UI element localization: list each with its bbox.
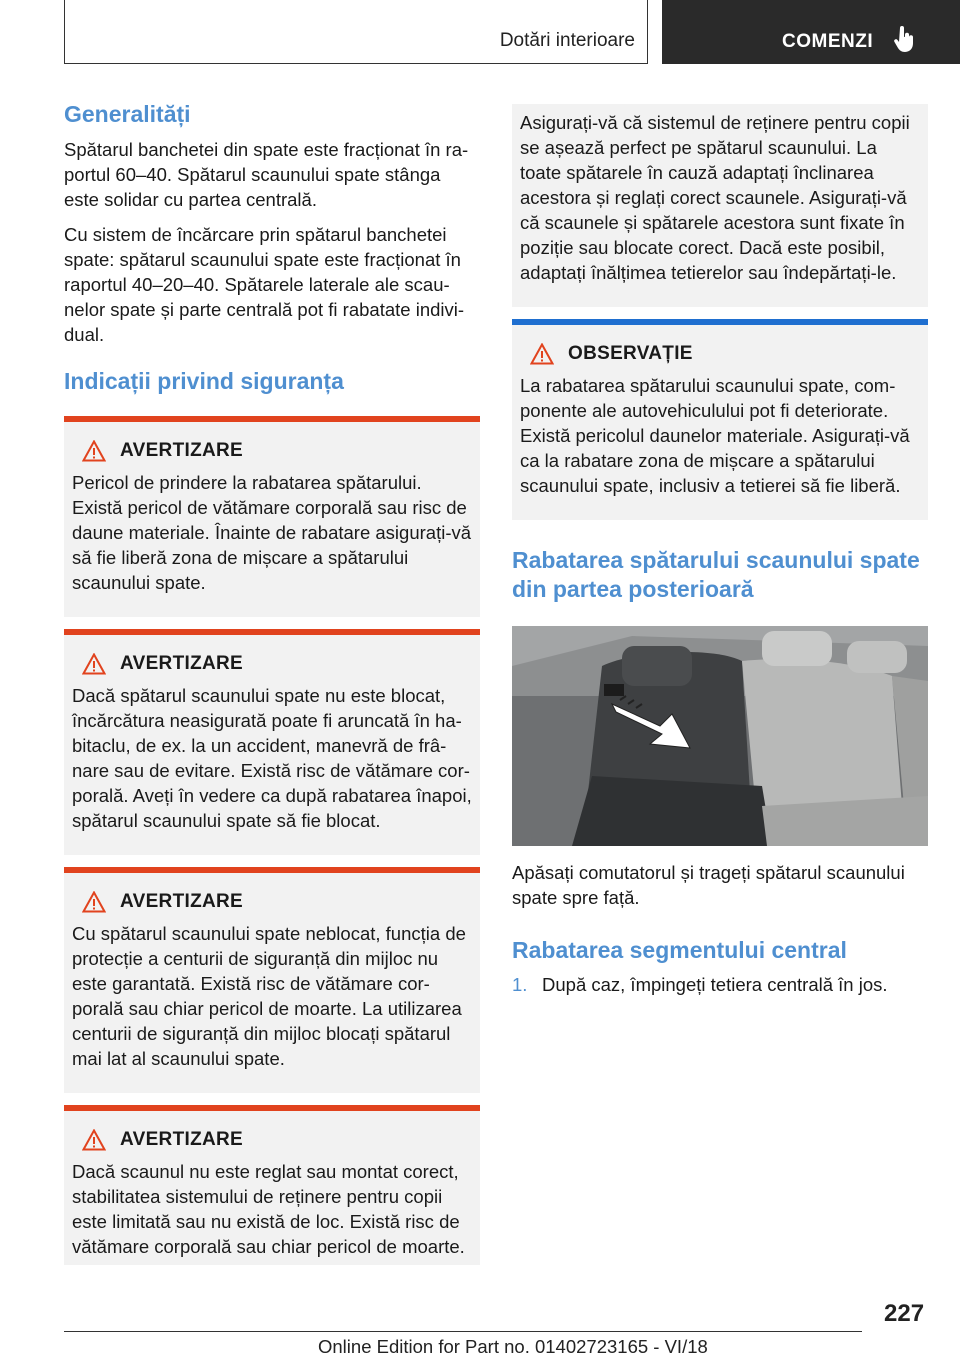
list-item (512, 972, 928, 997)
heading-safety: Indicații privind siguranța (64, 367, 344, 394)
tab-label: COMENZI (782, 31, 874, 52)
step-text: După caz, împingeți tetiera centrală în jos. (542, 974, 888, 996)
left-column (64, 100, 480, 1265)
warning-box (64, 416, 480, 617)
warning-box (64, 629, 480, 855)
warning-title: AVERTIZARE (120, 890, 243, 912)
warning-text: Dacă spătarul scaunului spate nu este blocat, încărcătura neasigurată poate fi aruncată în habitaclu, de ex. la un accident, manevră de frânare sau de evitare. Există risc de vătămare corporală. Aveți în vedere ca după rabatarea înapoi, spătarul scaunului spate să fie blocat. (72, 684, 472, 831)
warning-box (64, 1105, 480, 1265)
heading-fold-rear: Rabatarea spătarului scaunului spate din partea posterioară (512, 547, 920, 602)
header-section-frame (64, 0, 648, 64)
warning-text: Cu spătarul scaunului spate neblocat, funcția de protecție a centurii de siguranță din mijloc nu este garantată. Există risc de vătămare corporală sau chiar pericol de moarte. La utilizarea centurii de siguranță din mijloc blocați spătarul mai lat al scaunului spate. (72, 922, 466, 1069)
warning-title: AVERTIZARE (120, 652, 243, 674)
warning-box (64, 867, 480, 1093)
right-column (512, 104, 928, 997)
warning-text: Pericol de prindere la rabatarea spătarului. Există pericol de vătămare corporală sau risc de daune materiale. Înainte de rabatare asigurați-vă să fie liberă zona de mișcare a spătarului scaunului spate. (72, 471, 472, 593)
section-title: Dotări interioare (499, 30, 635, 51)
heading-fold-center: Rabatarea segmentului central (512, 936, 847, 963)
step-number: 1. (512, 974, 528, 996)
warning-triangle-icon (82, 891, 106, 913)
rear-seat-photo (512, 626, 928, 846)
warning-title: AVERTIZARE (120, 439, 243, 461)
heading-general: Generalități (64, 101, 191, 127)
header-tab[interactable] (662, 0, 960, 64)
page-number: 227 (884, 1300, 925, 1327)
photo-caption: Apăsați comutatorul și trageți spătarul scaunului spate spre față. (512, 861, 905, 908)
paragraph: Spătarul banchetei din spate este fracționat în raportul 60–40. Spătarul scaunului spate stânga este solidar cu partea centrală. (64, 138, 469, 210)
warning-continued-box (512, 104, 928, 307)
warning-triangle-icon (82, 1129, 106, 1151)
warning-text: Dacă scaunul nu este reglat sau montat corect, stabilitatea sistemului de reținere pentru copii este limitată sau nu există de loc. Există risc de vătămare corporală sau chiar pericol de moarte. (72, 1160, 465, 1257)
warning-text-continued: Asigurați-vă că sistemul de reținere pentru copii se așează perfect pe spătarul scaunului. La toate spătarele în cauză adaptați înclinarea acestora și reglați corect scaunele. Asigurați-vă că scaunele și spătarele acestora sunt fixate în poziție sau blocate corect. Dacă este posibil, adaptați înălțimea tetierelor sau îndepărtați-le. (520, 112, 910, 283)
footer-divider (64, 1331, 862, 1332)
hand-pointer-icon (894, 26, 916, 59)
notice-triangle-icon (530, 343, 554, 365)
warning-triangle-icon (82, 440, 106, 462)
warning-triangle-icon (82, 653, 106, 675)
notice-title: OBSERVAȚIE (568, 343, 693, 364)
warning-title: AVERTIZARE (120, 1128, 243, 1150)
notice-text: La rabatarea spătarului scaunului spate, componente ale autovehiculului pot fi deteriorate. Există pericolul daunelor materiale. Asigurați-vă ca la rabatare zona de mișcare a spătarului scaunului spate, inclusiv a tetierei să fie liberă. (520, 375, 910, 496)
edition-footer: Online Edition for Part no. 01402723165 - VI/18 (318, 1336, 708, 1357)
paragraph: Cu sistem de încărcare prin spătarul banchetei spate: spătarul scaunului spate este fracționat în raportul 40–20–40. Spătarele laterale ale scaunelor spate și parte centrală pot fi rabatate individual. (64, 223, 465, 345)
notice-box (512, 319, 928, 520)
